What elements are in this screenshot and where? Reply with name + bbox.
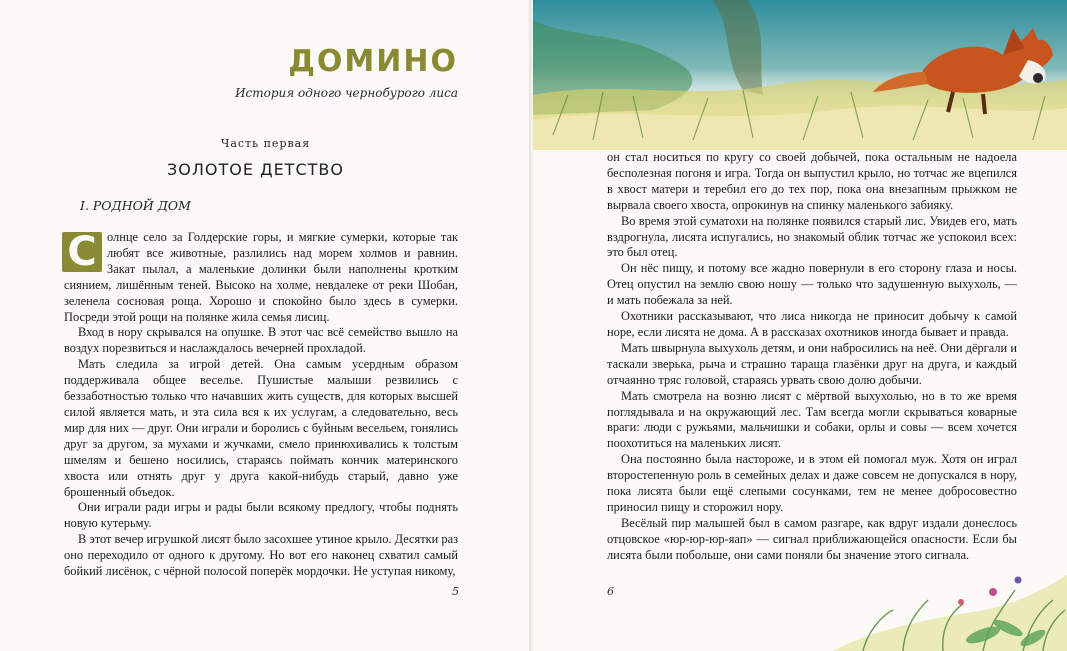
chapter-title: I. РОДНОЙ ДОМ <box>80 198 191 213</box>
dropcap <box>62 229 102 275</box>
fox-illustration <box>533 0 1067 150</box>
paragraph: Весёлый пир малышей был в самом разгаре, как вдруг издали донеслось отцовское «юр-юр-юр-яап» — сигнал приближающейся опасности. Если бы лисята были побольше, они сами поняли бы значение этого сигнала. <box>607 515 1017 562</box>
paragraph: В этот вечер игрушкой лисят было засохшее утиное крыло. Десятки раз оно переходило от одного к другому. Но вот его наконец схватил самый бойкий лисёнок, с чёрной полосой поперёк мордочки. Не уступая никому, <box>64 532 458 579</box>
paragraph <box>64 230 458 325</box>
part-label: Часть первая <box>220 137 311 150</box>
paragraph: Охотники рассказывают, что лиса никогда не приносит добычу к самой норе, если лисята не дома. А в рассказах охотников иногда бывает и правда. <box>607 309 1017 339</box>
paragraph: он стал носиться по кругу со своей добычей, пока остальным не надоела бесполезная погоня и игра. Тогда он выпустил крыло, но тотчас же вцепился в хвост матери и теребил его до тех пор, пока она внезапным прыжком не вырвала своего хвоста, опрокинув на спинку маленького забияку. <box>607 150 1017 212</box>
paragraph: Вход в нору скрывался на опушке. В этот час всё семейство вышло на воздух порезвиться и наслаждалось вечерней прохладой. <box>64 325 458 356</box>
part-title: ЗОЛОТОЕ ДЕТСТВО <box>167 160 344 179</box>
grass-illustration <box>833 520 1067 651</box>
book-title: ДОМИНО <box>288 44 458 79</box>
paragraph-text: олнце село за Голдерские горы, и мягкие сумерки, которые так любят все животные, разлились над морем холмов и равнин. Закат пылал, а маленькие долинки были наполнены кротким сиянием, лишённым теней. Высоко на холме, невдалеке от реки Шобан, зеленела сосновая роща. Хорошо и спокойно было здесь в сумерки. Посреди этой рощи на полянке жила семья лисиц. <box>64 230 458 324</box>
book-subtitle: История одного чернобурого лиса <box>235 86 458 100</box>
left-body-text <box>64 230 458 580</box>
paragraph: Они играли ради игры и рады были всякому предлогу, чтобы поднять новую кутерьму. <box>64 500 458 531</box>
paragraph: Она постоянно была настороже, и в этом ей помогал муж. Хотя он играл второстепенную роль в семейных делах и даже совсем не допускался в нору, пока лисята были ещё слепыми сосунками, тем не менее добросовестно приносил пищу и сторожил нору. <box>607 452 1017 514</box>
paragraph: Мать швырнула выхухоль детям, и они набросились на неё. Они дёргали и таскали зверька, рыча и страшно тараща глазёнки друг на друга, и каждый отчаянно тряс головой, стараясь урвать свою долю добычи. <box>607 340 1017 387</box>
page-number-right: 6 <box>607 585 614 598</box>
right-body-text <box>607 150 1017 564</box>
dropcap-letter: С <box>67 229 97 275</box>
page-number-left: 5 <box>452 585 459 598</box>
paragraph: Он нёс пищу, и потому все жадно повернули в его сторону глаза и носы. Отец опустил на землю свою ношу — только что задушенную выхухоль, — и мать побежала за ней. <box>607 261 1017 308</box>
paragraph: Во время этой суматохи на полянке появился старый лис. Увидев его, мать вздрогнула, лисята испугались, но знакомый облик тотчас же успокоил всех: это был отец. <box>607 213 1017 260</box>
paragraph: Мать смотрела на возню лисят с мёртвой выхухолью, но в то же время поглядывала и на окружающий лес. Там всегда могли скрываться коварные враги: люди с ружьями, мальчишки и собаки, орлы и совы — всем хочется поохотиться на маленьких лисят. <box>607 388 1017 451</box>
paragraph: Мать следила за игрой детей. Она самым усердным образом поддерживала общее веселье. Пушистые малыши резвились с беззаботностью только что начавших жить существ, для которых высшей силой является мать, и эта сила вся к их услугам, а следовательно, весь мир для них — друг. Они играли и боролись с буйным весельем, гонялись друг за другом, за мухами и жучками, смело принюхивались к толстым шмелям и бешено носились, стараясь поймать кончик материнского хвоста или отнять друг у друга какой-нибудь старый, давно уже брошенный объедок. <box>64 357 458 499</box>
